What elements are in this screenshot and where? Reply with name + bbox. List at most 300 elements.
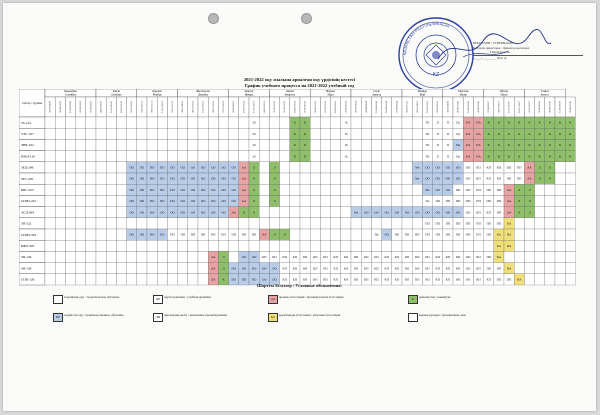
schedule-cell-code: ПП xyxy=(435,221,440,226)
schedule-cell-code: ПО xyxy=(251,277,257,282)
schedule-cell-code: ЛА xyxy=(211,277,216,282)
schedule-cell xyxy=(178,117,188,128)
schedule-cell-code: ПА xyxy=(466,131,471,136)
schedule-cell xyxy=(55,162,65,173)
schedule-cell xyxy=(208,218,218,229)
schedule-cell xyxy=(45,139,55,150)
schedule-cell-code: П xyxy=(436,131,439,136)
schedule-cell xyxy=(310,139,320,150)
schedule-cell xyxy=(188,117,198,128)
schedule-cell-code: ПО xyxy=(149,187,155,192)
stamp-center-text: KZ xyxy=(432,72,440,78)
schedule-cell-code: 16 xyxy=(344,154,348,159)
schedule-cell xyxy=(290,240,300,251)
schedule-cell xyxy=(361,117,371,128)
schedule-cell xyxy=(331,195,341,206)
schedule-cell xyxy=(208,151,218,162)
schedule-cell xyxy=(218,218,228,229)
schedule-cell xyxy=(86,251,96,262)
schedule-cell-code: КП xyxy=(435,266,440,271)
schedule-cell-code: Л xyxy=(253,176,256,181)
schedule-cell xyxy=(167,218,177,229)
schedule-cell-code: Л xyxy=(273,165,276,170)
schedule-cell-code: КП xyxy=(476,266,481,271)
schedule-cell xyxy=(382,117,392,128)
schedule-cell-code: ПП xyxy=(496,277,502,282)
schedule-cell-code: ПА xyxy=(476,154,481,159)
schedule-cell xyxy=(167,240,177,251)
schedule-cell xyxy=(178,263,188,274)
schedule-cell xyxy=(331,162,341,173)
schedule-cell xyxy=(371,151,381,162)
schedule-cell xyxy=(443,240,453,251)
month-label: Маусым xyxy=(458,89,469,94)
schedule-cell-code: К xyxy=(569,131,572,136)
schedule-cell xyxy=(320,117,330,128)
schedule-cell xyxy=(55,251,65,262)
schedule-cell-code: К xyxy=(497,120,500,125)
schedule-cell xyxy=(65,207,75,218)
schedule-cell xyxy=(371,218,381,229)
schedule-cell-code: Л xyxy=(273,199,276,204)
schedule-cell-code: ПО xyxy=(129,176,134,181)
month-label: Қаңтар xyxy=(244,89,254,94)
schedule-cell xyxy=(402,117,412,128)
schedule-cell-code: КП xyxy=(374,277,379,282)
schedule-cell xyxy=(106,139,116,150)
schedule-cell xyxy=(55,218,65,229)
schedule-cell xyxy=(147,128,157,139)
schedule-cell-code: К xyxy=(304,131,307,136)
schedule-cell-code: ОО xyxy=(180,187,185,192)
schedule-cell xyxy=(402,240,412,251)
schedule-cell-code: К xyxy=(528,131,531,136)
schedule-cell xyxy=(473,240,483,251)
schedule-cell xyxy=(280,128,290,139)
schedule-cell xyxy=(157,117,167,128)
schedule-cell-code: КП xyxy=(374,266,379,271)
schedule-cell-code: КП xyxy=(343,255,349,260)
schedule-cell xyxy=(147,218,157,229)
schedule-cell xyxy=(351,195,361,206)
group-name: ЗЗ-124 xyxy=(21,120,31,125)
schedule-cell-code: К xyxy=(518,131,521,136)
schedule-cell-code: КА xyxy=(506,221,512,226)
schedule-cell xyxy=(86,162,96,173)
week-label: 24.01-29.01 xyxy=(262,101,266,113)
schedule-cell-code: ОО xyxy=(404,210,410,215)
schedule-cell-code: К xyxy=(508,120,511,125)
schedule-cell-code: ОО xyxy=(241,255,247,260)
schedule-cell xyxy=(116,117,126,128)
schedule-cell-code: ОО xyxy=(221,199,226,204)
schedule-cell-code: КП xyxy=(445,277,451,282)
schedule-cell xyxy=(45,184,55,195)
schedule-cell xyxy=(229,151,239,162)
group-header-label: топтар / группы xyxy=(21,101,43,105)
schedule-cell xyxy=(382,139,392,150)
schedule-cell xyxy=(463,240,473,251)
schedule-cell-code: П xyxy=(446,131,450,136)
schedule-cell-code: ОО xyxy=(200,176,206,181)
schedule-cell xyxy=(106,162,116,173)
schedule-cell xyxy=(65,251,75,262)
schedule-cell-code: КП xyxy=(466,187,471,192)
schedule-cell xyxy=(555,240,565,251)
schedule-cell-code: ПП xyxy=(425,221,430,226)
schedule-cell-code: КП xyxy=(282,255,287,260)
schedule-cell-code: К xyxy=(569,154,572,159)
schedule-cell-code: КП xyxy=(415,266,420,271)
punch-hole-left xyxy=(208,13,219,24)
schedule-cell-code: ПО xyxy=(129,187,134,192)
schedule-cell xyxy=(351,229,361,240)
schedule-cell-code: КП xyxy=(394,255,400,260)
schedule-cell-code: ПП xyxy=(445,232,451,237)
schedule-cell-code: ИА xyxy=(506,243,512,248)
schedule-cell xyxy=(392,162,402,173)
schedule-cell xyxy=(361,128,371,139)
schedule-cell-code: Л xyxy=(273,176,276,181)
schedule-cell xyxy=(259,218,269,229)
group-name: ПМЛ-110 xyxy=(21,154,35,159)
schedule-cell-code: 20 xyxy=(252,143,256,148)
schedule-cell xyxy=(555,195,565,206)
schedule-cell-code: ПП xyxy=(476,199,481,204)
schedule-cell-code: ОО xyxy=(200,165,206,170)
schedule-cell xyxy=(116,195,126,206)
schedule-cell xyxy=(371,139,381,150)
schedule-cell-code: К xyxy=(293,131,296,136)
schedule-cell xyxy=(341,195,351,206)
schedule-cell xyxy=(412,128,422,139)
schedule-cell xyxy=(259,162,269,173)
schedule-cell xyxy=(76,162,86,173)
schedule-grid xyxy=(19,89,577,286)
schedule-cell-code: ПО xyxy=(160,176,165,181)
schedule-cell-code: ОО xyxy=(190,187,196,192)
week-label: 03.01-08.01 xyxy=(232,101,236,113)
schedule-cell xyxy=(127,218,137,229)
schedule-cell xyxy=(535,184,545,195)
schedule-cell-code: ПП xyxy=(455,221,461,226)
schedule-cell xyxy=(565,184,575,195)
schedule-cell xyxy=(514,263,524,274)
schedule-cell xyxy=(280,195,290,206)
schedule-cell xyxy=(351,240,361,251)
schedule-cell xyxy=(259,207,269,218)
schedule-cell-code: ИА xyxy=(517,277,522,282)
schedule-cell-code: Л xyxy=(253,187,256,192)
week-label: 06.09-11.09 xyxy=(58,101,62,113)
schedule-cell-code: АА xyxy=(231,210,236,215)
schedule-cell xyxy=(320,207,330,218)
schedule-cell-code: К xyxy=(487,120,490,125)
schedule-cell-code: ПО xyxy=(149,165,155,170)
schedule-cell xyxy=(361,195,371,206)
schedule-cell-code: ПО xyxy=(170,165,175,170)
schedule-cell-code: ПО xyxy=(149,232,155,237)
schedule-cell xyxy=(433,240,443,251)
schedule-cell-code: КП xyxy=(384,255,389,260)
legend-swatch: ДЖ xyxy=(153,313,163,322)
schedule-cell xyxy=(137,251,147,262)
schedule-cell xyxy=(45,207,55,218)
schedule-cell xyxy=(188,139,198,150)
schedule-cell-code: КП xyxy=(323,255,328,260)
week-label: 21.03-26.03 xyxy=(344,101,348,113)
schedule-cell xyxy=(137,139,147,150)
schedule-cell xyxy=(392,139,402,150)
schedule-cell xyxy=(565,229,575,240)
schedule-cell xyxy=(157,240,167,251)
schedule-cell-code: ПП xyxy=(476,232,481,237)
group-name: СПП3-222 xyxy=(21,199,37,204)
schedule-cell xyxy=(269,117,279,128)
schedule-cell xyxy=(65,173,75,184)
schedule-cell xyxy=(341,184,351,195)
schedule-cell xyxy=(116,218,126,229)
schedule-cell-code: Л xyxy=(548,176,551,181)
schedule-cell-code: КП xyxy=(476,277,481,282)
schedule-cell xyxy=(116,207,126,218)
schedule-cell-code: К xyxy=(487,143,490,148)
schedule-cell-code: К xyxy=(538,143,541,148)
schedule-cell-code: КП xyxy=(466,176,471,181)
schedule-cell xyxy=(218,117,228,128)
schedule-cell xyxy=(341,229,351,240)
group-name: ЗЕД-206 xyxy=(21,165,34,170)
schedule-cell-code: ПП xyxy=(425,232,430,237)
schedule-cell xyxy=(45,218,55,229)
schedule-cell xyxy=(382,173,392,184)
group-name: ЭВЕ-102 xyxy=(21,143,34,148)
schedule-cell-code: КП xyxy=(455,255,461,260)
schedule-cell xyxy=(198,263,208,274)
schedule-cell-code: АА xyxy=(506,199,512,204)
schedule-cell xyxy=(565,251,575,262)
schedule-cell xyxy=(167,139,177,150)
schedule-cell xyxy=(371,162,381,173)
schedule-cell-code: К xyxy=(293,154,296,159)
schedule-cell xyxy=(310,207,320,218)
schedule-cell xyxy=(514,240,524,251)
schedule-cell xyxy=(514,229,524,240)
schedule-cell xyxy=(331,139,341,150)
schedule-cell xyxy=(116,139,126,150)
schedule-cell-code: КП xyxy=(404,277,410,282)
schedule-cell-code: ПП xyxy=(517,165,522,170)
schedule-cell-code: П xyxy=(436,143,439,148)
schedule-cell-code: КП xyxy=(466,255,471,260)
schedule-cell-code: КП xyxy=(364,266,369,271)
schedule-cell-code: АА xyxy=(241,187,247,192)
schedule-cell xyxy=(545,251,555,262)
schedule-cell-code: ЛА xyxy=(211,266,216,271)
schedule-cell-code: ПО xyxy=(170,199,175,204)
schedule-cell-code: Л xyxy=(253,210,256,215)
week-label: 04.04-09.04 xyxy=(364,101,368,113)
schedule-cell-code: КП xyxy=(313,277,318,282)
schedule-cell xyxy=(382,151,392,162)
schedule-cell-code: ТК xyxy=(425,143,430,148)
schedule-cell xyxy=(545,207,555,218)
schedule-cell-code: ПА xyxy=(466,143,471,148)
schedule-cell-code: КП xyxy=(415,277,420,282)
schedule-cell-code: КП xyxy=(435,277,440,282)
schedule-cell xyxy=(198,117,208,128)
schedule-cell xyxy=(208,139,218,150)
schedule-cell xyxy=(65,218,75,229)
schedule-cell-code: КП xyxy=(435,255,440,260)
schedule-cell-code: КП xyxy=(282,266,287,271)
week-label: 14.02-19.02 xyxy=(293,101,297,113)
week-label: 04.10-09.10 xyxy=(99,101,103,113)
schedule-cell xyxy=(565,195,575,206)
schedule-cell-code: Пд xyxy=(456,131,461,136)
month-label: Июль xyxy=(500,92,508,97)
schedule-cell-code: КП xyxy=(292,266,298,271)
schedule-cell-code: К xyxy=(548,154,551,159)
schedule-cell-code: ОО xyxy=(190,165,196,170)
schedule-cell-code: ПО xyxy=(160,232,165,237)
week-label: 11.04-16.04 xyxy=(375,101,379,113)
schedule-cell-code: К xyxy=(518,120,521,125)
schedule-cell xyxy=(371,128,381,139)
document-page xyxy=(3,3,596,411)
schedule-cell xyxy=(239,218,249,229)
schedule-cell-code: ОО xyxy=(374,210,379,215)
schedule-cell-code: ПП xyxy=(486,255,491,260)
schedule-cell-code: КП xyxy=(466,210,471,215)
schedule-cell xyxy=(178,151,188,162)
schedule-cell xyxy=(106,128,116,139)
schedule-cell xyxy=(96,229,106,240)
schedule-cell-code: ОО xyxy=(394,210,400,215)
schedule-cell xyxy=(524,218,534,229)
week-label: 06.12-11.12 xyxy=(191,101,195,113)
schedule-cell-code: Л xyxy=(528,199,531,204)
schedule-cell-code: КП xyxy=(455,277,461,282)
schedule-cell-code: К xyxy=(518,154,521,159)
schedule-cell-code: ОО xyxy=(445,210,451,215)
schedule-cell-code: АА xyxy=(506,210,512,215)
week-label: 17.01-22.01 xyxy=(252,101,256,113)
schedule-cell xyxy=(402,139,412,150)
schedule-cell xyxy=(310,184,320,195)
schedule-cell-code: ОО xyxy=(190,199,196,204)
schedule-cell xyxy=(361,184,371,195)
schedule-cell xyxy=(229,251,239,262)
schedule-cell xyxy=(504,251,514,262)
schedule-cell xyxy=(55,229,65,240)
schedule-cell xyxy=(137,151,147,162)
week-label: 27.06-02.07 xyxy=(487,101,491,113)
schedule-cell xyxy=(76,128,86,139)
schedule-cell-code: КП xyxy=(353,266,359,271)
schedule-cell-code: ПО xyxy=(170,187,175,192)
schedule-cell xyxy=(290,162,300,173)
legend-swatch: ҚА xyxy=(268,313,278,322)
schedule-cell xyxy=(249,240,259,251)
schedule-cell-code: К xyxy=(569,143,572,148)
schedule-cell-code: КП xyxy=(302,255,308,260)
schedule-cell-code: ПА xyxy=(466,154,471,159)
schedule-cell xyxy=(555,218,565,229)
schedule-cell xyxy=(290,173,300,184)
schedule-cell-code: К xyxy=(538,131,541,136)
schedule-cell xyxy=(402,184,412,195)
schedule-cell-code: ОО xyxy=(262,277,267,282)
schedule-cell xyxy=(545,263,555,274)
schedule-cell-code: К xyxy=(508,131,511,136)
schedule-cell-code: ОО xyxy=(262,266,267,271)
month-label: Наурыз xyxy=(325,89,336,94)
schedule-cell xyxy=(86,218,96,229)
schedule-cell-code: ОО xyxy=(200,199,206,204)
schedule-cell-code: КП xyxy=(466,277,471,282)
schedule-cell-code: ТК xyxy=(425,131,430,136)
schedule-cell xyxy=(86,173,96,184)
schedule-cell xyxy=(382,195,392,206)
schedule-cell-code: КП xyxy=(415,255,420,260)
schedule-cell-code: КП xyxy=(333,277,338,282)
schedule-cell xyxy=(382,184,392,195)
schedule-cell xyxy=(76,151,86,162)
schedule-cell-code: ПО xyxy=(160,199,165,204)
schedule-cell-code: ОО xyxy=(200,187,206,192)
schedule-cell-code: ПП xyxy=(506,176,512,181)
schedule-cell xyxy=(55,117,65,128)
schedule-cell-code: КП xyxy=(262,255,267,260)
schedule-cell xyxy=(167,151,177,162)
schedule-cell xyxy=(229,218,239,229)
schedule-cell xyxy=(300,240,310,251)
schedule-cell xyxy=(310,162,320,173)
schedule-cell xyxy=(208,240,218,251)
schedule-cell-code: К xyxy=(528,120,531,125)
schedule-cell xyxy=(127,128,137,139)
schedule-cell xyxy=(157,128,167,139)
schedule-cell xyxy=(402,128,412,139)
schedule-cell xyxy=(280,184,290,195)
schedule-cell xyxy=(351,117,361,128)
week-label: 20.06-25.06 xyxy=(477,101,481,113)
schedule-cell xyxy=(157,251,167,262)
schedule-cell xyxy=(280,240,290,251)
week-label: 25.10-30.10 xyxy=(130,101,134,113)
schedule-cell xyxy=(565,173,575,184)
schedule-cell-code: К xyxy=(528,143,531,148)
schedule-cell-code: ПП xyxy=(517,176,522,181)
schedule-cell xyxy=(361,162,371,173)
schedule-cell-code: К xyxy=(518,143,521,148)
schedule-cell xyxy=(86,139,96,150)
schedule-cell-code: ПП xyxy=(455,199,461,204)
schedule-cell xyxy=(76,207,86,218)
schedule-cell-code: К xyxy=(304,120,307,125)
schedule-cell xyxy=(331,173,341,184)
schedule-cell xyxy=(392,151,402,162)
schedule-cell-code: КП xyxy=(313,266,318,271)
schedule-cell-code: ПП xyxy=(200,232,206,237)
schedule-cell xyxy=(331,229,341,240)
schedule-cell-code: А xyxy=(293,120,297,125)
month-label: Ноябрь xyxy=(152,92,162,97)
schedule-cell xyxy=(555,173,565,184)
schedule-cell xyxy=(65,151,75,162)
schedule-cell xyxy=(96,251,106,262)
